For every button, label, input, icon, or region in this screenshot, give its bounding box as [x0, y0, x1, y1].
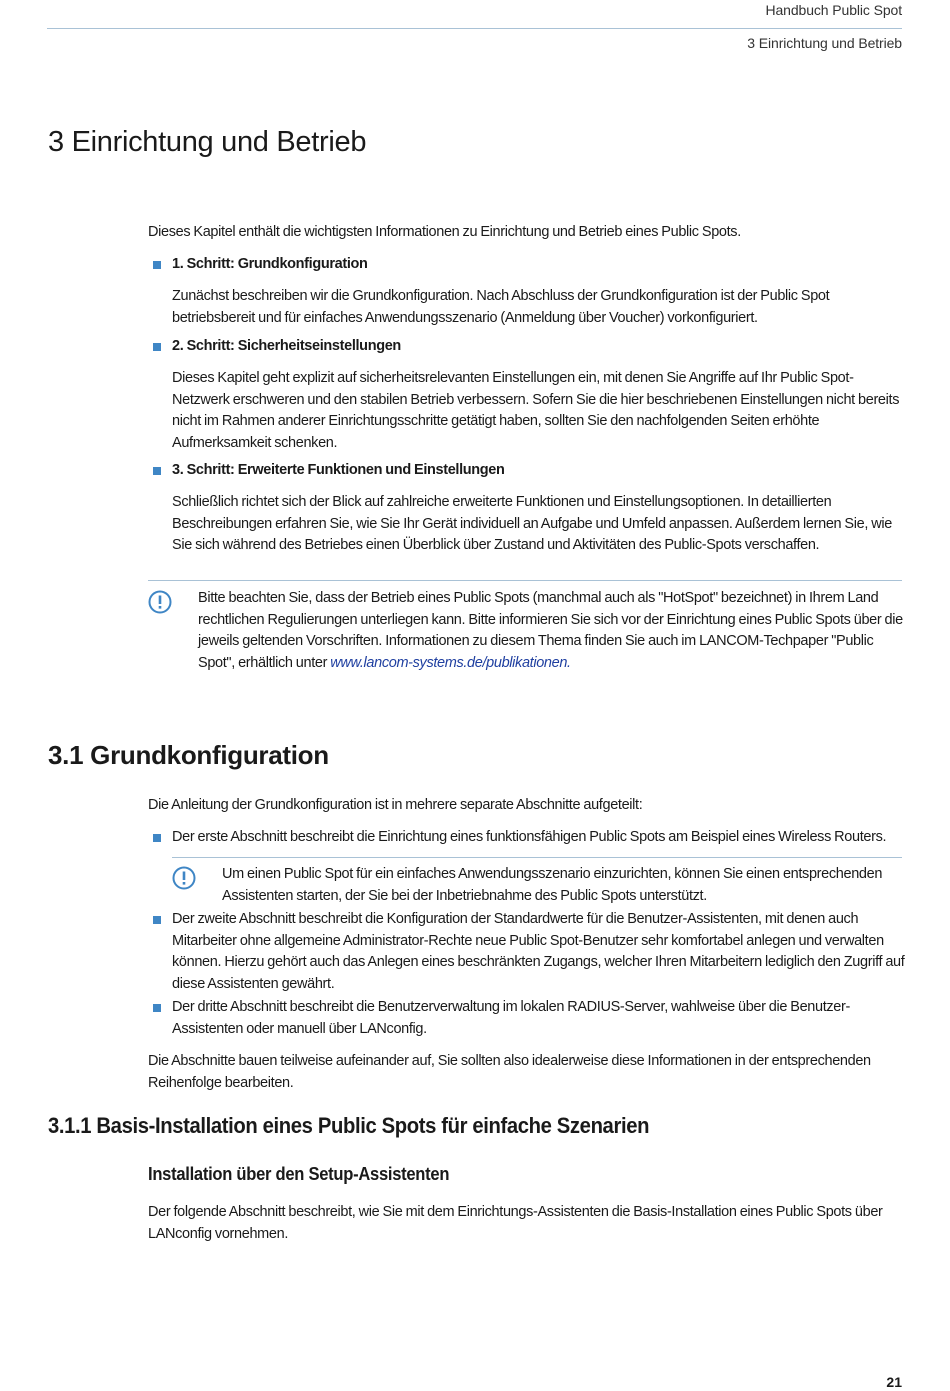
section-outro: Die Abschnitte bauen teilweise aufeinander auf, Sie sollten also idealerweise diese Informationen in der entsprechenden Reihenfolge bearbeiten. [148, 1053, 871, 1091]
list-bullet [153, 1004, 161, 1012]
step-3-title: 3. Schritt: Erweiterte Funktionen und Einstellungen [172, 462, 505, 478]
note-text: Um einen Public Spot für ein einfaches Anwendungsszenario einzurichten, können Sie einen entsprechenden Assistenten starten, der Sie bei der Inbetriebnahme des Public Spots unterstützt. [222, 866, 883, 904]
attention-icon [148, 590, 172, 614]
step-3-text: Schließlich richtet sich der Blick auf zahlreiche erweiterte Funktionen und Einstellungsoptionen. In detaillierten Beschreibungen erfahren Sie, wie Sie Ihr Gerät individuell an Aufgabe und Umfeld anpassen. Außerdem lernen Sie, wie Sie sich während des Betriebes einen Überblick über Zustand und Aktivitäten des Public-Spots verschaffen. [172, 494, 892, 553]
publications-link[interactable]: www.lancom-systems.de/publikationen. [330, 654, 571, 671]
list-item-3: Der dritte Abschnitt beschreibt die Benutzerverwaltung im lokalen RADIUS-Server, wahlweise über die Benutzer-Assistenten oder manuell über LANconfig. [172, 999, 850, 1037]
step-2-title: 2. Schritt: Sicherheitseinstellungen [172, 338, 401, 354]
page-number: 21 [886, 1374, 902, 1390]
chapter-title: 3 Einrichtung und Betrieb [48, 126, 367, 158]
list-bullet [153, 261, 161, 269]
header-rule [47, 28, 902, 29]
note-body: Bitte beachten Sie, dass der Betrieb eines Public Spots (manchmal auch als "HotSpot" bezeichnet) in Ihrem Land rechtlichen Regulierungen unterliegen kann. Bitte informieren Sie sich vor der Einrichtung eines Public Spots über die jeweils geltenden Vorschriften. Informationen zu diesem Thema finden Sie auch im LANCOM-Techpaper "Public Spot", erhältlich unter [198, 590, 903, 671]
subsection-text: Der folgende Abschnitt beschreibt, wie Sie mit dem Einrichtungs-Assistenten die Basis-Installation eines Public Spots über LANconfig vornehmen. [148, 1204, 883, 1242]
step-1-text: Zunächst beschreiben wir die Grundkonfiguration. Nach Abschluss der Grundkonfiguration ist der Public Spot betriebsbereit und für einfaches Anwendungsszenario (Anmeldung über Voucher) vorkonfiguriert. [172, 288, 830, 326]
section-intro: Die Anleitung der Grundkonfiguration ist in mehrere separate Abschnitte aufgeteilt: [148, 797, 643, 813]
step-1-title: 1. Schritt: Grundkonfiguration [172, 256, 368, 272]
attention-icon [172, 866, 196, 890]
list-bullet [153, 834, 161, 842]
section-title: 3.1 Grundkonfiguration [48, 740, 329, 770]
chapter-intro: Dieses Kapitel enthält die wichtigsten Informationen zu Einrichtung und Betrieb eines Public Spots. [148, 224, 741, 240]
running-header-chapter: 3 Einrichtung und Betrieb [747, 35, 902, 51]
list-bullet [153, 467, 161, 475]
list-item-2: Der zweite Abschnitt beschreibt die Konfiguration der Standardwerte für die Benutzer-Assistenten, mit denen auch Mitarbeiter ohne allgemeine Administrator-Rechte neue Public Spot-Benutzer sehr komfortabel anlegen und verwalten können. Hierzu gehört auch das Anlegen eines beschränkten Zugangs, welcher Ihren Mitarbeitern lediglich den Zugriff auf diese Assistenten gewährt. [172, 911, 905, 992]
note-text [198, 588, 906, 674]
note-rule [172, 857, 902, 858]
list-bullet [153, 916, 161, 924]
list-bullet [153, 343, 161, 351]
note-rule [148, 580, 902, 581]
step-2-text: Dieses Kapitel geht explizit auf sicherheitsrelevanten Einstellungen ein, mit denen Sie Angriffe auf Ihr Public Spot-Netzwerk erschweren und den stabilen Betrieb verbessern. Sofern Sie die hier beschriebenen Einstellungen nicht bereits nicht im Rahmen anderer Einrichtungsschritte getätigt haben, sollten Sie den nachfolgenden Seiten erhöhte Aufmerksamkeit schenken. [172, 370, 900, 451]
list-item-1: Der erste Abschnitt beschreibt die Einrichtung eines funktionsfähigen Public Spots am Beispiel eines Wireless Routers. [172, 829, 887, 845]
subsection-title: 3.1.1 Basis-Installation eines Public Spots für einfache Szenarien [48, 1113, 650, 1138]
subsubsection-title: Installation über den Setup-Assistenten [148, 1164, 450, 1184]
running-header-title: Handbuch Public Spot [765, 2, 902, 18]
